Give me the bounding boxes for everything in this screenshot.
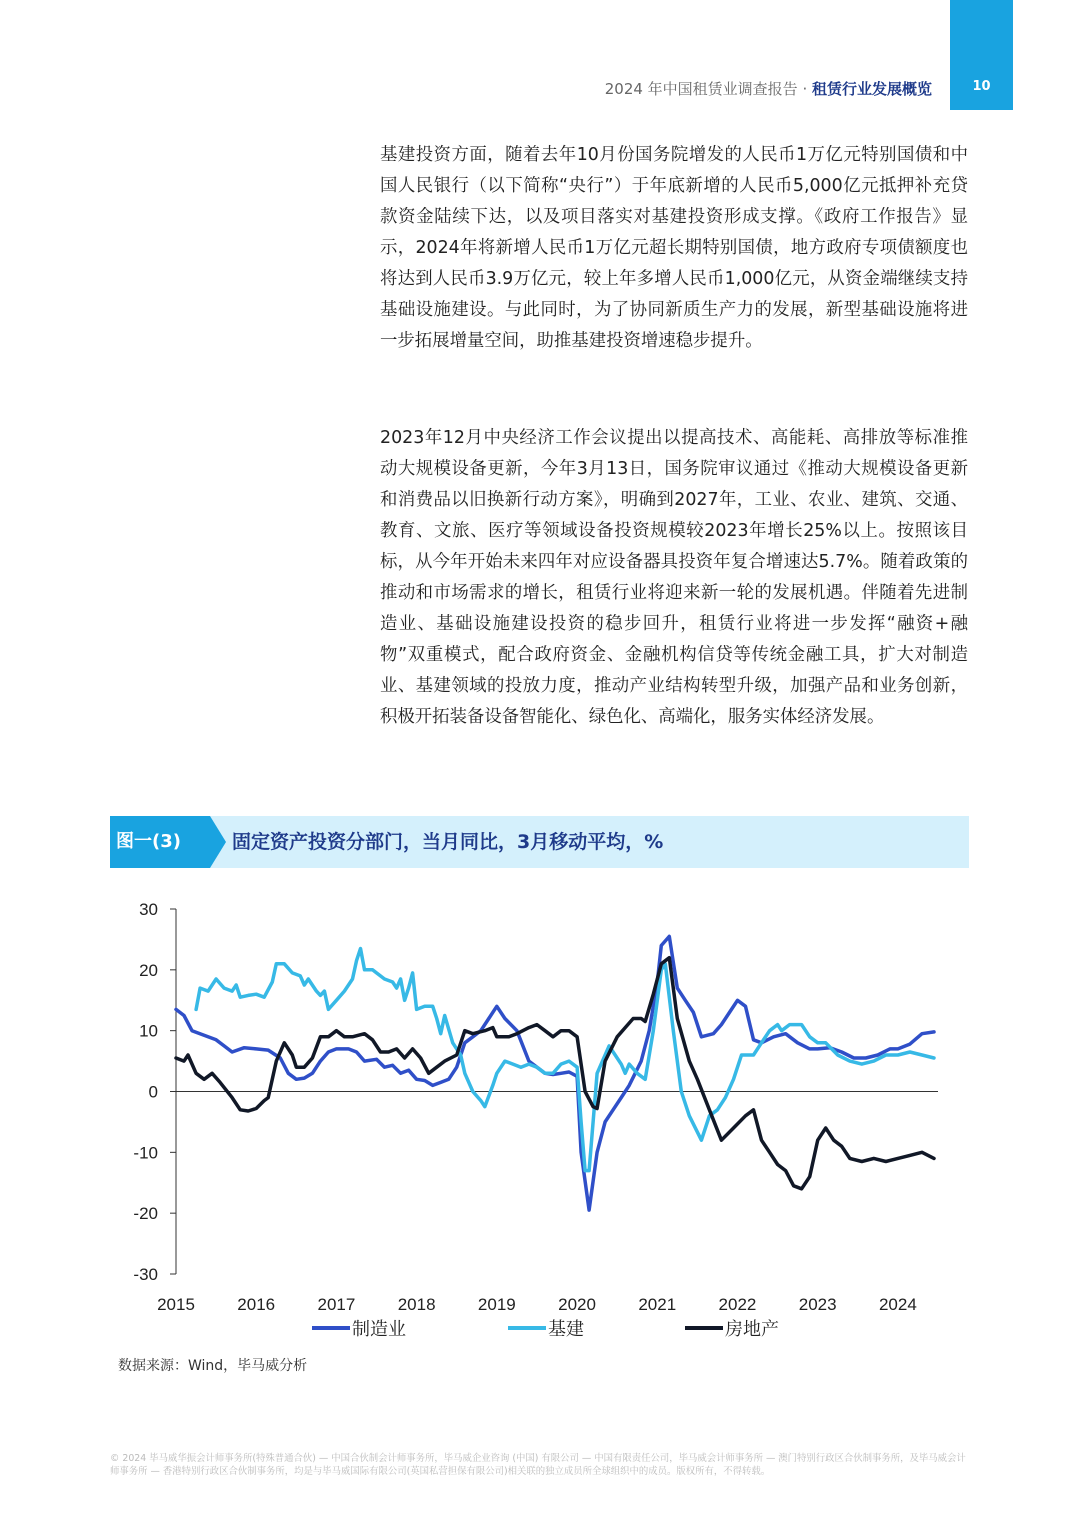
figure-title-bar [110, 816, 969, 868]
x-tick-label: 2017 [317, 1295, 356, 1314]
legend-label: 制造业 [352, 1319, 406, 1340]
legend-label: 基建 [548, 1319, 584, 1340]
y-tick-label: -30 [133, 1265, 158, 1284]
x-tick-label: 2018 [397, 1295, 436, 1314]
x-tick-label: 2024 [878, 1295, 917, 1314]
chevron-right-icon [210, 816, 226, 868]
header-report-title [605, 78, 932, 99]
x-tick-label: 2019 [477, 1295, 516, 1314]
y-tick-label: 30 [139, 900, 158, 919]
legend-label: 房地产 [725, 1319, 779, 1340]
report-title: 2024 年中国租赁业调查报告 · [604, 80, 812, 98]
y-tick-label: 20 [139, 960, 158, 980]
section-title: 租赁行业发展概览 [811, 80, 932, 98]
page-number-tab [950, 0, 1013, 110]
paragraph-equipment-renewal: 2023年12月中央经济工作会议提出以提高技术、高能耗、高排放等标准推动大规模设备更新，今年3月13日，国务院审议通过《推动大规模设备更新和消费品以旧换新行动方案》，明确到2027年，工业、农业、建筑、交通、教育、文旅、医疗等领域设备投资规模较2023年增长25%以上。按照该目标，从今年开始未来四年对应设备器具投资年复合增速达5.7%。随着政策的推动和市场需求的增长，租赁行业将迎来新一轮的发展机遇。伴随着先进制造业、基础设施建设投资的稳步回升，租赁行业将进一步发挥“融资+融物”双重模式，配合政府资金、金融机构信贷等传统金融工具，扩大对制造业、基建领域的投放力度，推动产业结构转型升级，加强产品和业务创新，积极开拓装备设备智能化、绿色化、高端化，服务实体经济发展。 [380, 428, 968, 727]
x-tick-label: 2023 [798, 1295, 837, 1314]
y-tick-label: -10 [133, 1143, 158, 1163]
line-chart [100, 885, 960, 1350]
x-tick-label: 2015 [157, 1295, 195, 1314]
y-tick-label: 10 [139, 1021, 158, 1041]
y-tick-label: -20 [133, 1204, 158, 1224]
paragraph-infrastructure: 基建投资方面，随着去年10月份国务院增发的人民币1万亿元特别国债和中国人民银行（以下简称“央行”）于年底新增的人民币5,000亿元抵押补充贷款资金陆续下达，以及项目落实对基建投资形成支撑。《政府工作报告》显示，2024年将新增人民币1万亿元超长期特别国债，地方政府专项债额度也将达到人民币3.9万亿元，较上年多增人民币1,000亿元，从资金端继续支持基础设施建设。与此同时，为了协同新质生产力的发展，新型基础设施将进一步拓展增量空间，助推基建投资增速稳步提升。 [380, 145, 968, 351]
figure-title: 固定资产投资分部门，当月同比，3月移动平均，% [232, 831, 664, 853]
x-tick-label: 2021 [638, 1295, 677, 1314]
figure-label: 图一(3) [110, 816, 210, 868]
footer-copyright: © 2024 毕马威华振会计师事务所(特殊普通合伙) — 中国合伙制会计师事务所，毕马威企业咨询 (中国) 有限公司 — 中国有限责任公司，毕马威会计师事务所 — 澳门特别行政区合伙制事务所，及毕马威会计师事务所 — 香港特别行政区合伙制事务所，均是与毕马威国际有限公司(英国私营担保有限公司)相关联的独立成员所全球组织中的成员。版权所有，不得转载。 [110, 1453, 966, 1477]
x-tick-label: 2022 [718, 1295, 757, 1314]
y-tick-label: 0 [148, 1082, 158, 1102]
page-number: 10 [972, 79, 991, 94]
x-tick-label: 2020 [558, 1295, 596, 1314]
series-line-2 [196, 949, 934, 1171]
x-tick-label: 2016 [237, 1295, 276, 1314]
data-source: 数据来源：Wind，毕马威分析 [118, 1358, 308, 1374]
